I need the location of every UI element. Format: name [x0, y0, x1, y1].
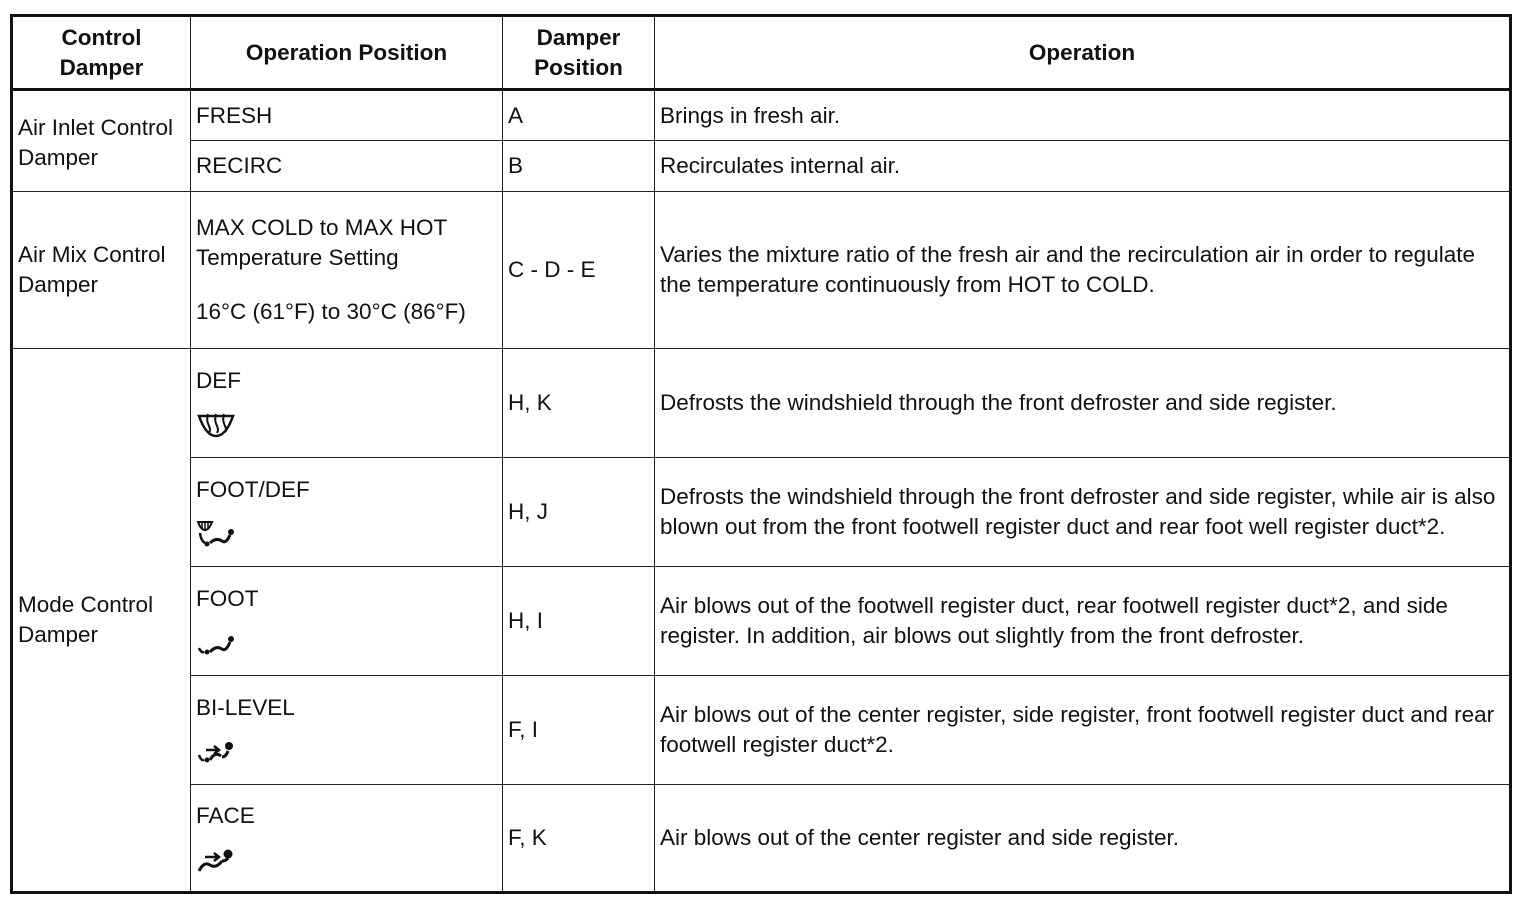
damper-position-cell: F, K [503, 785, 655, 893]
face-icon [196, 845, 497, 875]
table-row [12, 349, 1511, 458]
header-row [12, 16, 1511, 90]
operation-cell: Defrosts the windshield through the front defroster and side register. [655, 349, 1511, 458]
damper-position-cell: H, J [503, 458, 655, 567]
op-position-temperature-range: 16°C (61°F) to 30°C (86°F) [196, 299, 466, 324]
damper-operation-table [10, 14, 1512, 894]
damper-position-cell: H, I [503, 567, 655, 676]
op-position-cell: RECIRC [191, 141, 503, 192]
defrost-icon [196, 410, 497, 440]
op-position-label: DEF [196, 368, 241, 393]
op-position-label: FOOT/DEF [196, 477, 310, 502]
operation-cell: Brings in fresh air. [655, 90, 1511, 141]
damper-position-cell: B [503, 141, 655, 192]
op-position-cell [191, 192, 503, 349]
spacer [196, 273, 497, 297]
table-row [12, 567, 1511, 676]
damper-position-cell: F, I [503, 676, 655, 785]
table-row [12, 676, 1511, 785]
foot-defrost-icon [196, 519, 497, 549]
operation-cell: Air blows out of the footwell register duct, rear footwell register duct*2, and side register. In addition, air blows out slightly from the front defroster. [655, 567, 1511, 676]
header-operation: Operation [655, 16, 1511, 90]
header-operation-position: Operation Position [191, 16, 503, 90]
table-row [12, 192, 1511, 349]
op-position-label: FOOT [196, 586, 259, 611]
table-row [12, 90, 1511, 141]
op-position-label: BI-LEVEL [196, 695, 295, 720]
header-damper-position: Damper Position [503, 16, 655, 90]
group-mode: Mode Control Damper [12, 349, 191, 893]
op-position-cell [191, 567, 503, 676]
op-position-cell [191, 676, 503, 785]
table-row [12, 458, 1511, 567]
operation-cell: Recirculates internal air. [655, 141, 1511, 192]
damper-position-cell: A [503, 90, 655, 141]
header-control-damper: Control Damper [12, 16, 191, 90]
operation-cell: Air blows out of the center register and side register. [655, 785, 1511, 893]
table-row [12, 785, 1511, 893]
op-position-label: FACE [196, 803, 255, 828]
operation-cell: Air blows out of the center register, side register, front footwell register duct and rear footwell register duct*2. [655, 676, 1511, 785]
bi-level-icon [196, 737, 497, 767]
op-position-cell [191, 458, 503, 567]
operation-cell: Varies the mixture ratio of the fresh air and the recirculation air in order to regulate the temperature continuously from HOT to COLD. [655, 192, 1511, 349]
foot-icon [196, 628, 497, 658]
op-position-main: MAX COLD to MAX HOT Temperature Setting [196, 215, 447, 270]
group-air-mix: Air Mix Control Damper [12, 192, 191, 349]
op-position-cell: FRESH [191, 90, 503, 141]
op-position-cell [191, 785, 503, 893]
operation-cell: Defrosts the windshield through the front defroster and side register, while air is also blown out from the front footwell register duct and rear foot well register duct*2. [655, 458, 1511, 567]
damper-position-cell: H, K [503, 349, 655, 458]
damper-position-cell: C - D - E [503, 192, 655, 349]
op-position-cell [191, 349, 503, 458]
group-air-inlet: Air Inlet Control Damper [12, 90, 191, 192]
table-row [12, 141, 1511, 192]
